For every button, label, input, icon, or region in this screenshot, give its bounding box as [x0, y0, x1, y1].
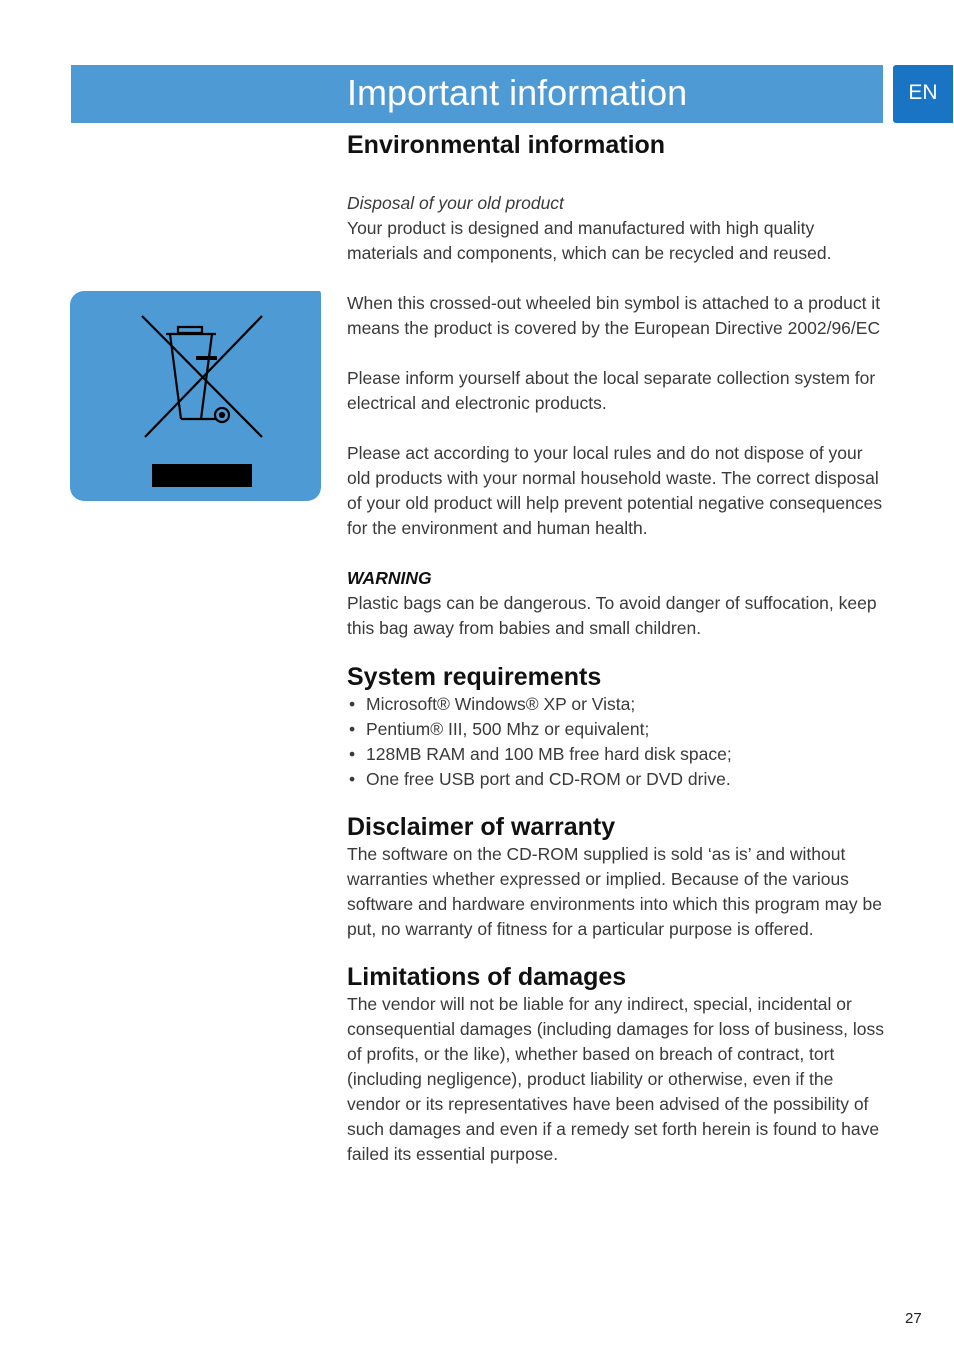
- limitations-heading: Limitations of damages: [347, 963, 627, 991]
- system-heading: System requirements: [347, 663, 602, 691]
- environmental-paragraph-1: Your product is designed and manufactured with high quality materials and components, which can be recycled and reused.: [347, 218, 832, 263]
- environmental-paragraph-3: Please inform yourself about the local separate collection system for electrical and electronic products.: [347, 368, 876, 413]
- environmental-heading: Environmental information: [347, 131, 666, 159]
- list-item: • 128MB RAM and 100 MB free hard disk space;: [347, 742, 887, 767]
- main-content: [347, 126, 887, 1167]
- system-requirements-list: [347, 692, 887, 792]
- disposal-subheading: Disposal of your old product: [347, 193, 564, 213]
- list-item: • Pentium® III, 500 Mhz or equivalent;: [347, 717, 887, 742]
- language-tab[interactable]: EN: [893, 65, 953, 123]
- list-item: • Microsoft® Windows® XP or Vista;: [347, 692, 887, 717]
- page-title: Important information: [347, 72, 688, 113]
- disclaimer-text: The software on the CD-ROM supplied is sold ‘as is’ and without warranties whether expressed or implied. Because of the various software and hardware environments into which this program may be put, no warranty of fitness for a particular purpose is offered.: [347, 844, 882, 939]
- warning-text: Plastic bags can be dangerous. To avoid danger of suffocation, keep this bag away from babies and small children.: [347, 593, 877, 638]
- page-number: 27: [905, 1310, 922, 1327]
- weee-callout: [70, 291, 321, 501]
- disclaimer-heading: Disclaimer of warranty: [347, 813, 616, 841]
- black-bar: [152, 464, 252, 487]
- warning-label: WARNING: [347, 568, 432, 588]
- list-item: • One free USB port and CD-ROM or DVD drive.: [347, 767, 887, 792]
- environmental-paragraph-2: When this crossed-out wheeled bin symbol is attached to a product it means the product is covered by the European Directive 2002/96/EC: [347, 293, 881, 338]
- limitations-text: The vendor will not be liable for any indirect, special, incidental or consequential damages (including damages for loss of business, loss of profits, or the like), whether based on breach of contract, tort (including negligence), product liability or otherwise, even if the vendor or its representatives have been advised of the possibility of such damages and even if a remedy set forth herein is found to have failed its essential purpose.: [347, 994, 884, 1164]
- environmental-paragraph-4: Please act according to your local rules and do not dispose of your old products with your normal household waste. The correct disposal of your old product will help prevent potential negative consequences for the environment and human health.: [347, 443, 883, 538]
